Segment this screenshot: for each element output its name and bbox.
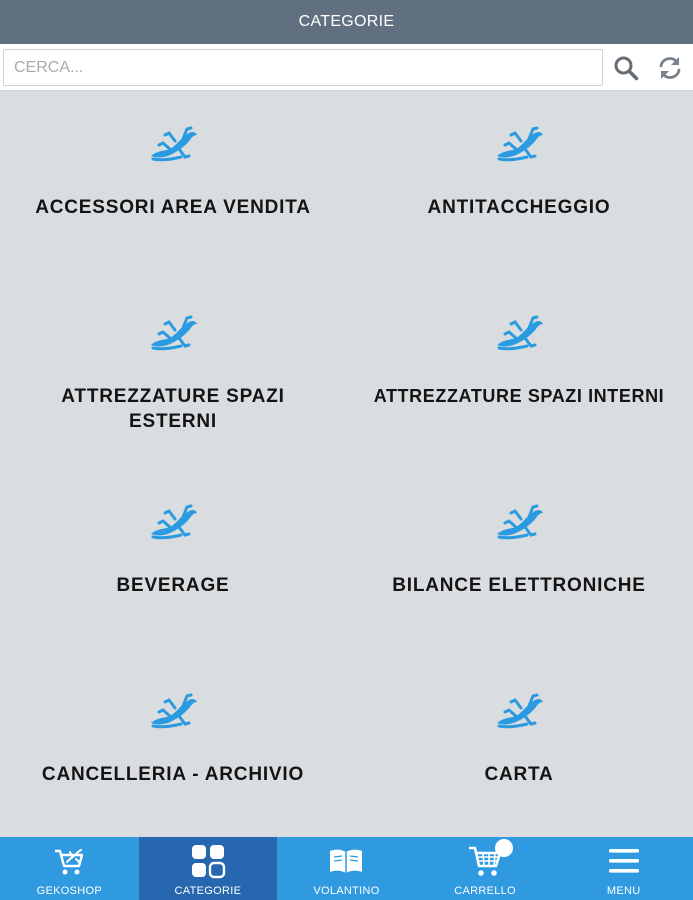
nav-label: CARRELLO <box>454 885 516 897</box>
nav-item-volantino[interactable] <box>277 837 416 900</box>
nav-label: GEKOSHOP <box>36 885 102 897</box>
gecko-logo-icon <box>495 503 545 543</box>
category-grid <box>0 91 693 837</box>
category-tile[interactable] <box>346 658 692 847</box>
hamburger-menu-icon <box>607 846 641 876</box>
nav-item-categorie[interactable] <box>139 837 278 900</box>
gecko-logo-icon <box>495 692 545 732</box>
search-input[interactable] <box>3 49 603 86</box>
nav-label: CATEGORIE <box>174 885 242 897</box>
nav-item-carrello[interactable] <box>416 837 555 900</box>
gecko-logo-icon <box>495 125 545 165</box>
category-tile[interactable] <box>346 280 692 469</box>
nav-label: MENU <box>606 885 641 897</box>
gecko-logo-icon <box>149 125 199 165</box>
category-label: CARTA <box>484 764 554 785</box>
category-tile[interactable] <box>346 469 692 658</box>
category-tile[interactable] <box>0 469 346 658</box>
search-icon <box>613 55 639 81</box>
refresh-button[interactable] <box>654 52 686 84</box>
top-bar <box>0 0 693 44</box>
category-label: ACCESSORI AREA VENDITA <box>35 197 311 218</box>
open-book-icon <box>328 846 364 876</box>
bottom-nav <box>0 837 693 900</box>
gecko-logo-icon <box>149 692 199 732</box>
nav-item-menu[interactable] <box>554 837 693 900</box>
search-bar <box>0 44 693 91</box>
gecko-logo-icon <box>495 314 545 354</box>
search-button[interactable] <box>610 52 642 84</box>
category-label: BEVERAGE <box>116 575 230 596</box>
category-label: CANCELLERIA - ARCHIVIO <box>41 764 305 785</box>
cart-badge <box>495 839 513 857</box>
nav-item-gekoshop[interactable] <box>0 837 139 900</box>
category-tile[interactable] <box>0 280 346 469</box>
category-label: ATTREZZATURE SPAZI ESTERNI <box>61 386 285 432</box>
category-tile[interactable] <box>0 91 346 280</box>
category-label: ANTITACCHEGGIO <box>427 197 611 218</box>
nav-label: VOLANTINO <box>313 885 380 897</box>
refresh-icon <box>657 55 683 81</box>
page-title: CATEGORIE <box>298 13 395 30</box>
gecko-logo-icon <box>149 314 199 354</box>
category-tile[interactable] <box>0 658 346 847</box>
category-label: ATTREZZATURE SPAZI INTERNI <box>373 386 665 406</box>
categories-grid-icon <box>190 843 226 879</box>
category-label: BILANCE ELETTRONICHE <box>392 575 646 596</box>
gecko-logo-icon <box>149 503 199 543</box>
category-tile[interactable] <box>346 91 692 280</box>
gekoshop-cart-icon <box>52 844 86 878</box>
